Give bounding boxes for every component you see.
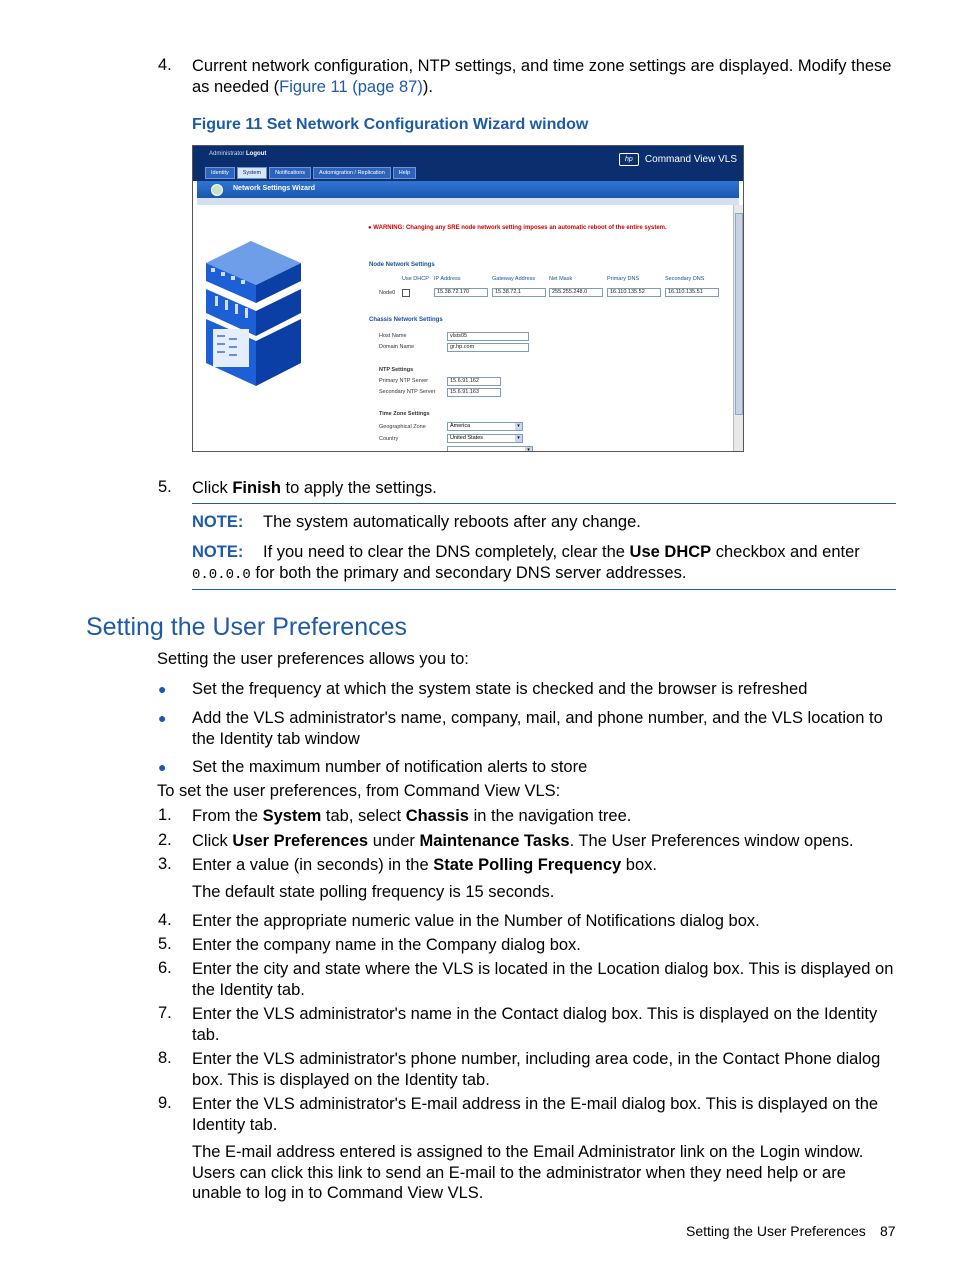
page-number: 87	[880, 1223, 896, 1239]
domain-name-field[interactable]: gr.hp.com	[447, 343, 529, 352]
partial-select[interactable]	[447, 446, 533, 452]
brand: hp Command View VLS	[619, 153, 737, 166]
section-title: Setting the User Preferences	[86, 613, 407, 641]
bullet-item: Set the frequency at which the system state is checked and the browser is refreshed	[192, 680, 808, 698]
step-3-text: Enter a value (in seconds) in the State Polling Frequency box.	[192, 856, 657, 874]
host-name-field[interactable]: vlsts05	[447, 332, 529, 341]
scrollbar[interactable]	[733, 205, 743, 451]
step-5b-text: Enter the company name in the Company dialog box.	[192, 936, 581, 954]
note-rule-top	[192, 503, 896, 504]
netmask-field[interactable]: 255.255.248.0	[549, 288, 603, 297]
footer-title: Setting the User Preferences	[686, 1223, 866, 1239]
step-4-text: Current network configuration, NTP settings, and time zone settings are displayed. Modify these as needed (Figure 11 (page 87)).	[192, 57, 892, 96]
bullet-dot: ●	[158, 759, 167, 775]
step-3-subtext: The default state polling frequency is 15 seconds.	[192, 883, 555, 901]
step-9-text: Enter the VLS administrator's E-mail address in the E-mail dialog box. This is displayed on the Identity tab.	[192, 1095, 879, 1134]
tab-help[interactable]: Help	[393, 167, 416, 179]
tab-system[interactable]: System	[237, 167, 267, 179]
gateway-field[interactable]: 15.38.72.1	[492, 288, 546, 297]
server-stack-icon	[201, 241, 306, 386]
note-label: NOTE:	[192, 513, 244, 531]
step-7-text: Enter the VLS administrator's name in the Contact dialog box. This is displayed on the Identity tab.	[192, 1005, 878, 1044]
tab-bar	[205, 167, 418, 179]
chassis-section-title: Chassis Network Settings	[369, 317, 443, 323]
step-9-subtext: The E-mail address entered is assigned to the Email Administrator link on the Login window. Users can click this link to send an E-mail to the administrator when they need help or are unable to log in to Command View VLS.	[192, 1143, 864, 1202]
step-2-text: Click User Preferences under Maintenance Tasks. The User Preferences window opens.	[192, 832, 854, 850]
code-value: 0.0.0.0	[192, 567, 251, 583]
note-2-text: If you need to clear the DNS completely, clear the Use DHCP checkbox and enter	[263, 543, 860, 561]
figure-link[interactable]: Figure 11 (page 87)	[279, 78, 423, 96]
warning-message: ● WARNING: Changing any SRE node network setting imposes an automatic reboot of the entire system.	[368, 225, 667, 231]
step-8-text: Enter the VLS administrator's phone number, including area code, in the Contact Phone dialog box. This is displayed on the Identity tab.	[192, 1050, 881, 1089]
step-number: 5.	[158, 478, 172, 496]
hp-logo-icon: hp	[619, 153, 639, 166]
country-select[interactable]: United States ▾	[447, 434, 523, 443]
bullet-dot: ●	[158, 710, 167, 726]
use-dhcp-checkbox[interactable]	[402, 289, 410, 297]
secondary-dns-field[interactable]: 16.110.135.51	[665, 288, 719, 297]
step-4b-text: Enter the appropriate numeric value in the Number of Notifications dialog box.	[192, 912, 760, 930]
step-number: 4.	[158, 56, 172, 74]
intro-text: Setting the user preferences allows you to:	[157, 650, 469, 668]
tab-automigration[interactable]: Automigration / Replication	[313, 167, 391, 179]
note-rule-bottom	[192, 589, 896, 590]
note-1-text: The system automatically reboots after any change.	[263, 513, 641, 531]
bullet-dot: ●	[158, 681, 167, 697]
lead-text: To set the user preferences, from Command View VLS:	[157, 782, 561, 800]
secondary-ntp-field[interactable]: 15.6.91.163	[447, 388, 501, 397]
step-1-text: From the System tab, select Chassis in the navigation tree.	[192, 807, 632, 825]
bullet-item: Set the maximum number of notification alerts to store	[192, 758, 588, 776]
primary-ntp-field[interactable]: 15.6.91.162	[447, 377, 501, 386]
tab-notifications[interactable]: Notifications	[269, 167, 311, 179]
step-5-text: Click Finish to apply the settings.	[192, 479, 437, 497]
logout-link[interactable]: Logout	[246, 151, 267, 157]
warning-icon: ●	[368, 225, 372, 231]
wizard-icon	[211, 184, 223, 196]
primary-dns-field[interactable]: 16.110.135.52	[607, 288, 661, 297]
bullet-item: Add the VLS administrator's name, company, mail, and phone number, and the VLS location to the Identity tab window	[192, 709, 883, 748]
app-header: Administrator Logout hp Command View VLS Identity System Notifications Automigration / Replication Help	[193, 146, 743, 181]
network-wizard-screenshot: Administrator Logout hp Command View VLS Identity System Notifications Automigration / Replication Help Network Settings Wizard ● WARNING: Changing any SRE node network setting imposes an automatic reboot of the entire system. Node Network Settings Use DHCP IP Address Gateway Address Net Mask Primary DNS Secondary DNS Node0 15.38.72.170 15.38.72.1 255.255.248.0 16.110.135.52 16.110.135.51 Chassis Network Settings Host Name vlsts05 Domain Name gr.hp.com NTP Settings Primary NTP Server 15.6.91.162 Secondary NTP Server 15.6.91.163 Time Zone Settings Geographical Zone America ▾ Country United States ▾ ▾	[192, 145, 744, 452]
geo-zone-select[interactable]: America ▾	[447, 422, 523, 431]
ip-address-field[interactable]: 15.38.72.170	[434, 288, 488, 297]
note-label: NOTE:	[192, 543, 244, 561]
node-section-title: Node Network Settings	[369, 262, 435, 268]
tab-identity[interactable]: Identity	[205, 167, 235, 179]
figure-caption: Figure 11 Set Network Configuration Wizard window	[192, 116, 589, 133]
wizard-title-bar: Network Settings Wizard	[197, 181, 739, 198]
step-6-text: Enter the city and state where the VLS is located in the Location dialog box. This is displayed on the Identity tab.	[192, 960, 894, 999]
